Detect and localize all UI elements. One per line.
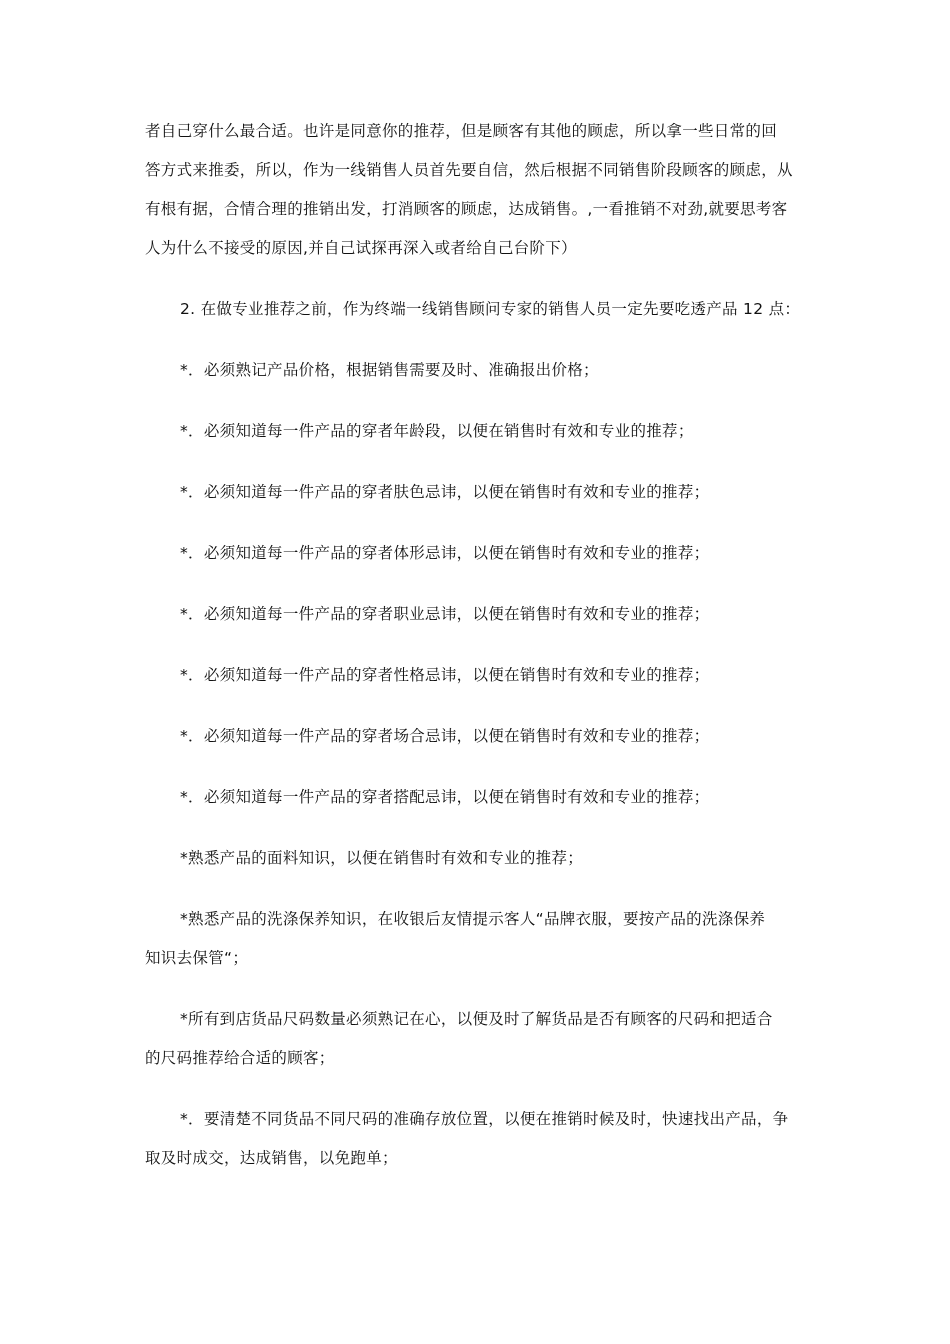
list-item: *．必须知道每一件产品的穿者搭配忌讳，以便在销售时有效和专业的推荐； xyxy=(180,788,710,806)
section-heading: 2. 在做专业推荐之前，作为终端一线销售顾问专家的销售人员一定先要吃透产品 12 点： xyxy=(180,300,801,318)
list-item: *．必须知道每一件产品的穿者职业忌讳，以便在销售时有效和专业的推荐； xyxy=(180,605,710,623)
list-item: *．必须熟记产品价格，根据销售需要及时、准确报出价格； xyxy=(180,361,599,379)
list-item: *所有到店货品尺码数量必须熟记在心，以便及时了解货品是否有顾客的尺码和把适合 xyxy=(180,1010,773,1028)
list-item: *．要清楚不同货品不同尺码的准确存放位置，以便在推销时候及时，快速找出产品，争 xyxy=(180,1110,789,1128)
list-item: *熟悉产品的洗涤保养知识，在收银后友情提示客人“品牌衣服，要按产品的洗涤保养 xyxy=(180,910,766,928)
list-item: *熟悉产品的面料知识，以便在销售时有效和专业的推荐； xyxy=(180,849,584,867)
list-item-continuation: 的尺码推荐给合适的顾客； xyxy=(145,1049,335,1067)
list-item-continuation: 知识去保管“； xyxy=(145,949,249,967)
paragraph-line: 人为什么不接受的原因,并自己试探再深入或者给自己台阶下） xyxy=(145,239,577,257)
list-item: *．必须知道每一件产品的穿者肤色忌讳，以便在销售时有效和专业的推荐； xyxy=(180,483,710,501)
paragraph-line: 者自己穿什么最合适。也许是同意你的推荐，但是顾客有其他的顾虑，所以拿一些日常的回 xyxy=(145,122,778,140)
list-item: *．必须知道每一件产品的穿者年龄段，以便在销售时有效和专业的推荐； xyxy=(180,422,694,440)
list-item: *．必须知道每一件产品的穿者性格忌讳，以便在销售时有效和专业的推荐； xyxy=(180,666,710,684)
paragraph-line: 有根有据，合情合理的推销出发，打消顾客的顾虑，达成销售。,一看推销不对劲,就要思考客 xyxy=(145,200,788,218)
list-item: *．必须知道每一件产品的穿者体形忌讳，以便在销售时有效和专业的推荐； xyxy=(180,544,710,562)
list-item: *．必须知道每一件产品的穿者场合忌讳，以便在销售时有效和专业的推荐； xyxy=(180,727,710,745)
list-item-continuation: 取及时成交，达成销售，以免跑单； xyxy=(145,1149,398,1167)
paragraph-line: 答方式来推委，所以，作为一线销售人员首先要自信，然后根据不同销售阶段顾客的顾虑，从 xyxy=(145,161,793,179)
